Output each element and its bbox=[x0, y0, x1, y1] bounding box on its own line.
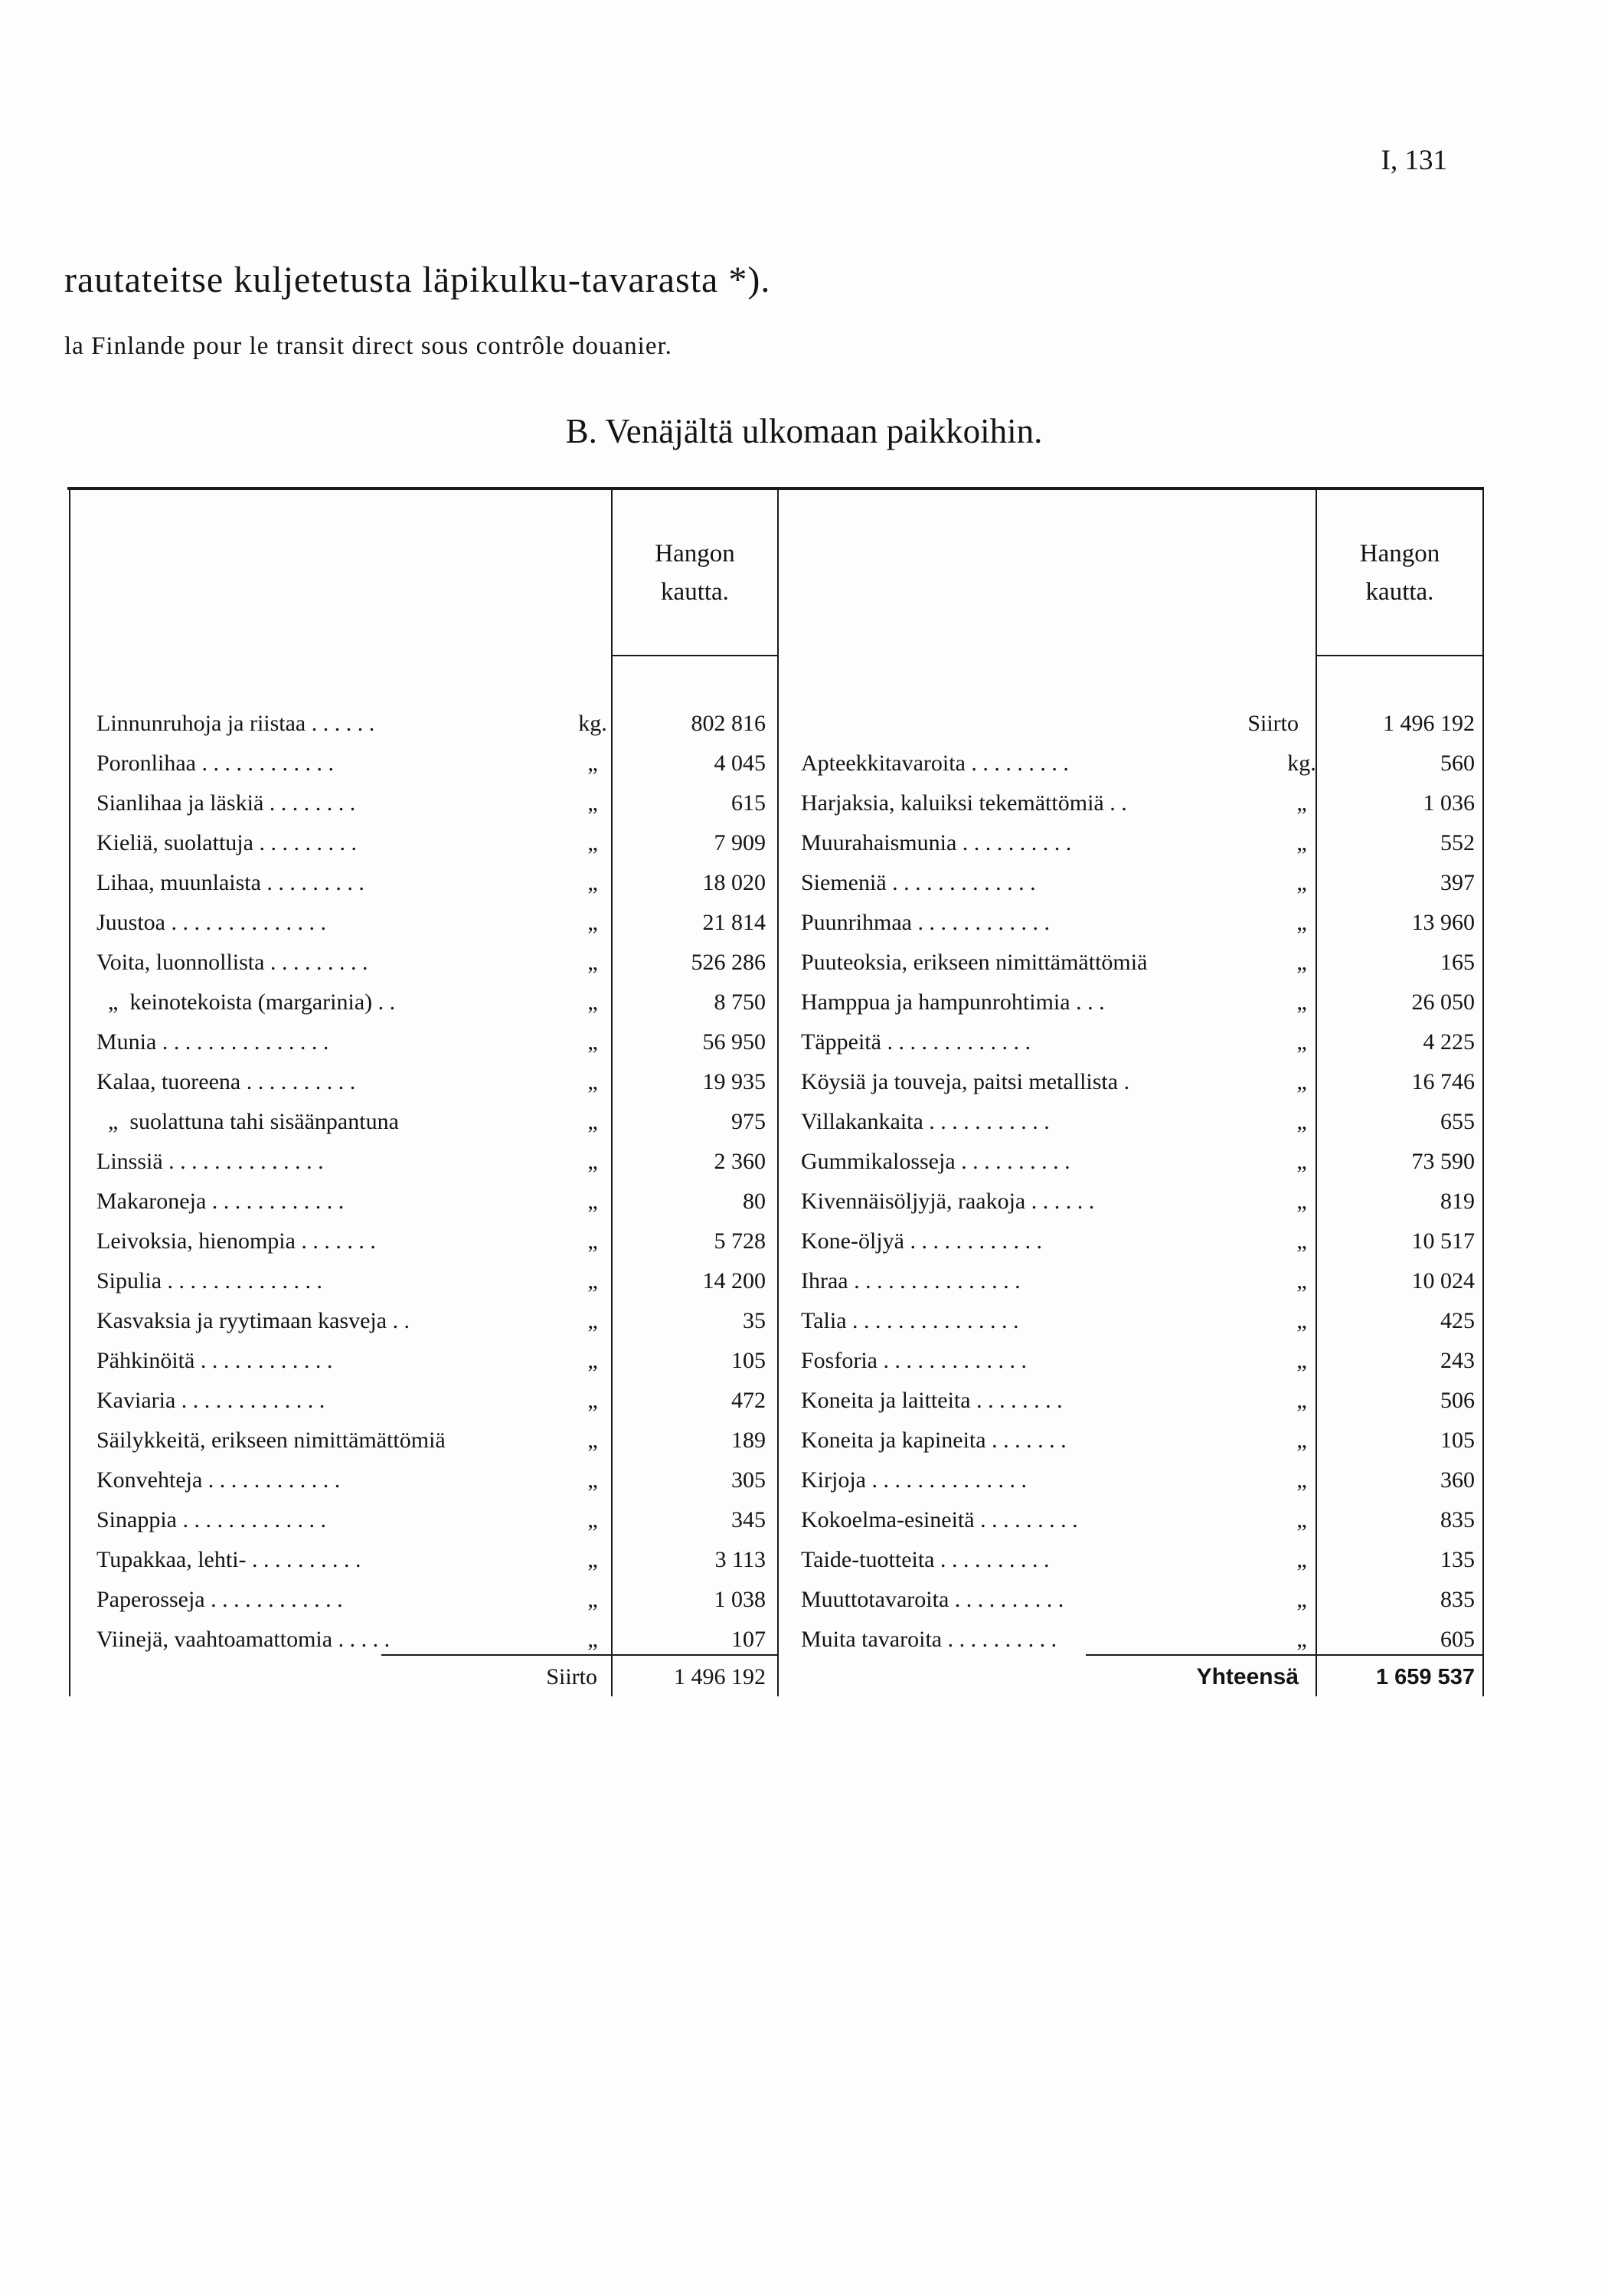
right-total-row bbox=[801, 1657, 1475, 1697]
row-value: 80 bbox=[743, 1189, 766, 1214]
row-unit: „ bbox=[587, 1189, 598, 1214]
table-row bbox=[96, 704, 786, 744]
table-row bbox=[96, 1222, 786, 1261]
table-row bbox=[96, 863, 786, 903]
row-value: 73 590 bbox=[1411, 1149, 1475, 1174]
table-row bbox=[96, 983, 786, 1022]
row-value: 305 bbox=[731, 1467, 766, 1493]
row-value: 1 036 bbox=[1423, 790, 1475, 816]
table-row bbox=[96, 1301, 786, 1341]
row-value: 397 bbox=[1440, 870, 1475, 895]
row-unit: „ bbox=[587, 1587, 598, 1612]
row-unit: „ bbox=[1296, 830, 1307, 855]
row-label: Lihaa, muunlaista . . . . . . . . . bbox=[96, 870, 364, 895]
row-value: 5 728 bbox=[714, 1228, 766, 1254]
left-column-header: Hangon kautta. bbox=[655, 540, 735, 606]
row-unit: „ bbox=[1296, 1069, 1307, 1094]
row-label: Viinejä, vaahtoamattomia . . . . . bbox=[96, 1627, 391, 1652]
table-row bbox=[801, 1022, 1490, 1062]
row-value: 4 225 bbox=[1423, 1029, 1475, 1055]
table-row bbox=[801, 1301, 1490, 1341]
row-unit: „ bbox=[1296, 1348, 1307, 1373]
row-unit: „ bbox=[1296, 1308, 1307, 1333]
table-row bbox=[96, 1142, 786, 1182]
row-unit: „ bbox=[1296, 1189, 1307, 1214]
table-row bbox=[96, 1500, 786, 1540]
row-unit: „ bbox=[587, 1109, 598, 1134]
row-value: 14 200 bbox=[702, 1268, 766, 1294]
row-unit: „ bbox=[1296, 1149, 1307, 1174]
table-row bbox=[801, 1341, 1490, 1381]
row-unit: „ bbox=[587, 751, 598, 776]
row-value: 605 bbox=[1440, 1627, 1475, 1652]
row-label: Paperosseja . . . . . . . . . . . . bbox=[96, 1587, 343, 1612]
table-row bbox=[96, 1102, 786, 1142]
row-label: Kasvaksia ja ryytimaan kasveja . . bbox=[96, 1308, 410, 1333]
row-label: Gummikalosseja . . . . . . . . . . bbox=[801, 1149, 1070, 1174]
row-value: 107 bbox=[731, 1627, 766, 1652]
table-row bbox=[96, 1341, 786, 1381]
table-row bbox=[801, 983, 1490, 1022]
table-row bbox=[96, 1421, 786, 1460]
row-label: Hamppua ja hampunrohtimia . . . bbox=[801, 989, 1105, 1015]
row-label: Koneita ja kapineita . . . . . . . bbox=[801, 1428, 1067, 1453]
row-label: Kirjoja . . . . . . . . . . . . . . bbox=[801, 1467, 1027, 1493]
row-value: 835 bbox=[1440, 1587, 1475, 1612]
table-row bbox=[801, 823, 1490, 863]
row-label: Kivennäisöljyjä, raakoja . . . . . . bbox=[801, 1189, 1095, 1214]
row-label: Kalaa, tuoreena . . . . . . . . . . bbox=[96, 1069, 356, 1094]
row-label: „ suolattuna tahi sisäänpantuna bbox=[96, 1109, 399, 1134]
row-label: Voita, luonnollista . . . . . . . . . bbox=[96, 950, 368, 975]
row-unit: „ bbox=[1296, 1029, 1307, 1055]
row-label: Leivoksia, hienompia . . . . . . . bbox=[96, 1228, 376, 1254]
row-value: 56 950 bbox=[702, 1029, 766, 1055]
left-total-row bbox=[92, 1657, 766, 1697]
row-label: Kieliä, suolattuja . . . . . . . . . bbox=[96, 830, 357, 855]
row-value: 243 bbox=[1440, 1348, 1475, 1373]
table-row bbox=[96, 1381, 786, 1421]
row-value: 7 909 bbox=[714, 830, 766, 855]
row-unit: „ bbox=[587, 870, 598, 895]
row-label: Juustoa . . . . . . . . . . . . . . bbox=[96, 910, 326, 935]
row-value: 105 bbox=[731, 1348, 766, 1373]
row-value: 4 045 bbox=[714, 751, 766, 776]
row-label: Konvehteja . . . . . . . . . . . . bbox=[96, 1467, 341, 1493]
row-value: 105 bbox=[1440, 1428, 1475, 1453]
row-label: „ keinotekoista (margarinia) . . bbox=[96, 989, 396, 1015]
row-value: 189 bbox=[731, 1428, 766, 1453]
right-total-label: Yhteensä bbox=[1196, 1664, 1299, 1689]
table-row bbox=[96, 823, 786, 863]
page-title: rautateitse kuljetetusta läpikulku-tavarasta *). bbox=[64, 260, 771, 300]
table-row bbox=[801, 943, 1490, 983]
row-value: 165 bbox=[1440, 950, 1475, 975]
row-value: 135 bbox=[1440, 1547, 1475, 1572]
row-value: 26 050 bbox=[1411, 989, 1475, 1015]
table-row bbox=[801, 1182, 1490, 1222]
table-row bbox=[801, 1062, 1490, 1102]
table-row bbox=[96, 1062, 786, 1102]
section-title: B. Venäjältä ulkomaan paikkoihin. bbox=[565, 412, 1043, 450]
row-label: Täppeitä . . . . . . . . . . . . . bbox=[801, 1029, 1031, 1055]
page-number: I, 131 bbox=[1381, 145, 1447, 176]
row-unit: kg. bbox=[1287, 751, 1316, 776]
row-value: 21 814 bbox=[702, 910, 766, 935]
left-total-label: Siirto bbox=[546, 1664, 597, 1689]
row-unit: „ bbox=[1296, 950, 1307, 975]
row-label: Munia . . . . . . . . . . . . . . . bbox=[96, 1029, 329, 1055]
table-row bbox=[801, 1421, 1490, 1460]
row-unit: „ bbox=[1296, 1428, 1307, 1453]
table-row bbox=[801, 1500, 1490, 1540]
table-row bbox=[801, 783, 1490, 823]
table-row bbox=[96, 783, 786, 823]
row-value: 802 816 bbox=[691, 711, 766, 736]
row-label: Villakankaita . . . . . . . . . . . bbox=[801, 1109, 1050, 1134]
row-unit: kg. bbox=[578, 711, 607, 736]
table-row bbox=[96, 1540, 786, 1580]
row-unit: „ bbox=[1296, 989, 1307, 1015]
table-row bbox=[96, 943, 786, 983]
row-unit: „ bbox=[1296, 1268, 1307, 1294]
row-value: 835 bbox=[1440, 1507, 1475, 1532]
row-label: Kone-öljyä . . . . . . . . . . . . bbox=[801, 1228, 1042, 1254]
table-row bbox=[801, 863, 1490, 903]
row-value: 360 bbox=[1440, 1467, 1475, 1493]
row-label: Linnunruhoja ja riistaa . . . . . . bbox=[96, 711, 375, 736]
row-value: 655 bbox=[1440, 1109, 1475, 1134]
row-value: 975 bbox=[731, 1109, 766, 1134]
row-label: Apteekkitavaroita . . . . . . . . . bbox=[801, 751, 1069, 776]
row-label: Kaviaria . . . . . . . . . . . . . bbox=[96, 1388, 325, 1413]
row-unit: „ bbox=[587, 989, 598, 1015]
right-column-header: Hangon kautta. bbox=[1359, 540, 1440, 606]
table-row bbox=[801, 744, 1490, 783]
row-unit: „ bbox=[1296, 1547, 1307, 1572]
row-unit: „ bbox=[1296, 910, 1307, 935]
row-value: 819 bbox=[1440, 1189, 1475, 1214]
table-row bbox=[801, 1381, 1490, 1421]
row-label: Säilykkeitä, erikseen nimittämättömiä bbox=[96, 1428, 446, 1453]
row-label: Talia . . . . . . . . . . . . . . . bbox=[801, 1308, 1019, 1333]
right-carry-row bbox=[801, 704, 1475, 744]
row-label: Sinappia . . . . . . . . . . . . . bbox=[96, 1507, 326, 1532]
row-label: Sipulia . . . . . . . . . . . . . . bbox=[96, 1268, 323, 1294]
right-header-underline bbox=[1315, 655, 1482, 656]
row-unit: „ bbox=[587, 1268, 598, 1294]
row-unit: „ bbox=[1296, 1507, 1307, 1532]
table-row bbox=[801, 1102, 1490, 1142]
row-unit: „ bbox=[587, 1388, 598, 1413]
row-value: 560 bbox=[1440, 751, 1475, 776]
row-value: 13 960 bbox=[1411, 910, 1475, 935]
row-label: Poronlihaa . . . . . . . . . . . . bbox=[96, 751, 334, 776]
page-subtitle: la Finlande pour le transit direct sous contrôle douanier. bbox=[64, 332, 672, 360]
row-unit: „ bbox=[587, 830, 598, 855]
row-unit: „ bbox=[1296, 1388, 1307, 1413]
table-row bbox=[801, 903, 1490, 943]
row-unit: „ bbox=[587, 1308, 598, 1333]
row-value: 19 935 bbox=[702, 1069, 766, 1094]
table-row bbox=[801, 1540, 1490, 1580]
row-label: Puunrihmaa . . . . . . . . . . . . bbox=[801, 910, 1050, 935]
table-row bbox=[96, 1261, 786, 1301]
row-value: 615 bbox=[731, 790, 766, 816]
table-row bbox=[96, 1620, 786, 1660]
row-unit: „ bbox=[587, 1507, 598, 1532]
table-row bbox=[801, 1142, 1490, 1182]
row-unit: „ bbox=[587, 1029, 598, 1055]
row-unit: „ bbox=[1296, 1228, 1307, 1254]
row-value: 472 bbox=[731, 1388, 766, 1413]
row-label: Muuttotavaroita . . . . . . . . . . bbox=[801, 1587, 1064, 1612]
row-value: 552 bbox=[1440, 830, 1475, 855]
left-header-underline bbox=[611, 655, 777, 656]
row-value: 18 020 bbox=[702, 870, 766, 895]
row-value: 506 bbox=[1440, 1388, 1475, 1413]
row-label: Harjaksia, kaluiksi tekemättömiä . . bbox=[801, 790, 1127, 816]
row-label: Fosforia . . . . . . . . . . . . . bbox=[801, 1348, 1027, 1373]
table-row bbox=[801, 1261, 1490, 1301]
row-unit: „ bbox=[587, 790, 598, 816]
row-unit: „ bbox=[1296, 790, 1307, 816]
row-unit: „ bbox=[1296, 1467, 1307, 1493]
row-label: Pähkinöitä . . . . . . . . . . . . bbox=[96, 1348, 333, 1373]
table-row bbox=[801, 1580, 1490, 1620]
row-unit: „ bbox=[587, 1547, 598, 1572]
row-label: Kokoelma-esineitä . . . . . . . . . bbox=[801, 1507, 1078, 1532]
row-label: Puuteoksia, erikseen nimittämättömiä bbox=[801, 950, 1148, 975]
right-carry-label: Siirto bbox=[1247, 711, 1299, 736]
table-row bbox=[96, 1460, 786, 1500]
row-label: Muurahaismunia . . . . . . . . . . bbox=[801, 830, 1072, 855]
table-row bbox=[96, 903, 786, 943]
row-label: Muita tavaroita . . . . . . . . . . bbox=[801, 1627, 1057, 1652]
row-label: Sianlihaa ja läskiä . . . . . . . . bbox=[96, 790, 356, 816]
row-value: 10 517 bbox=[1411, 1228, 1475, 1254]
table-left-border bbox=[69, 490, 70, 1696]
row-unit: „ bbox=[587, 1467, 598, 1493]
left-total-value: 1 496 192 bbox=[674, 1664, 766, 1689]
row-unit: „ bbox=[587, 1228, 598, 1254]
row-value: 526 286 bbox=[691, 950, 766, 975]
table-row bbox=[801, 1460, 1490, 1500]
row-unit: „ bbox=[587, 1627, 598, 1652]
table-row bbox=[96, 1182, 786, 1222]
row-value: 345 bbox=[731, 1507, 766, 1532]
row-value: 3 113 bbox=[714, 1547, 766, 1572]
row-unit: „ bbox=[1296, 870, 1307, 895]
row-value: 425 bbox=[1440, 1308, 1475, 1333]
row-unit: „ bbox=[587, 1348, 598, 1373]
row-label: Tupakkaa, lehti- . . . . . . . . . . bbox=[96, 1547, 361, 1572]
row-unit: „ bbox=[587, 1149, 598, 1174]
row-label: Ihraa . . . . . . . . . . . . . . . bbox=[801, 1268, 1021, 1294]
row-unit: „ bbox=[587, 910, 598, 935]
table-row bbox=[801, 1222, 1490, 1261]
right-carry-value: 1 496 192 bbox=[1383, 711, 1475, 736]
row-unit: „ bbox=[1296, 1627, 1307, 1652]
row-unit: „ bbox=[587, 1428, 598, 1453]
table-row bbox=[801, 1620, 1490, 1660]
row-unit: „ bbox=[1296, 1587, 1307, 1612]
table-row bbox=[96, 744, 786, 783]
row-unit: „ bbox=[587, 950, 598, 975]
row-label: Linssiä . . . . . . . . . . . . . . bbox=[96, 1149, 324, 1174]
row-label: Makaroneja . . . . . . . . . . . . bbox=[96, 1189, 345, 1214]
right-total-value: 1 659 537 bbox=[1375, 1665, 1475, 1689]
row-unit: „ bbox=[1296, 1109, 1307, 1134]
row-unit: „ bbox=[587, 1069, 598, 1094]
row-value: 10 024 bbox=[1411, 1268, 1475, 1294]
table-row bbox=[96, 1022, 786, 1062]
row-value: 16 746 bbox=[1411, 1069, 1475, 1094]
row-value: 2 360 bbox=[714, 1149, 766, 1174]
row-label: Taide-tuotteita . . . . . . . . . . bbox=[801, 1547, 1050, 1572]
table-top-rule bbox=[67, 487, 1484, 490]
row-label: Koneita ja laitteita . . . . . . . . bbox=[801, 1388, 1063, 1413]
row-value: 35 bbox=[743, 1308, 766, 1333]
table-row bbox=[96, 1580, 786, 1620]
row-value: 1 038 bbox=[714, 1587, 766, 1612]
row-label: Siemeniä . . . . . . . . . . . . . bbox=[801, 870, 1036, 895]
row-label: Köysiä ja touveja, paitsi metallista . bbox=[801, 1069, 1130, 1094]
row-value: 8 750 bbox=[714, 989, 766, 1015]
